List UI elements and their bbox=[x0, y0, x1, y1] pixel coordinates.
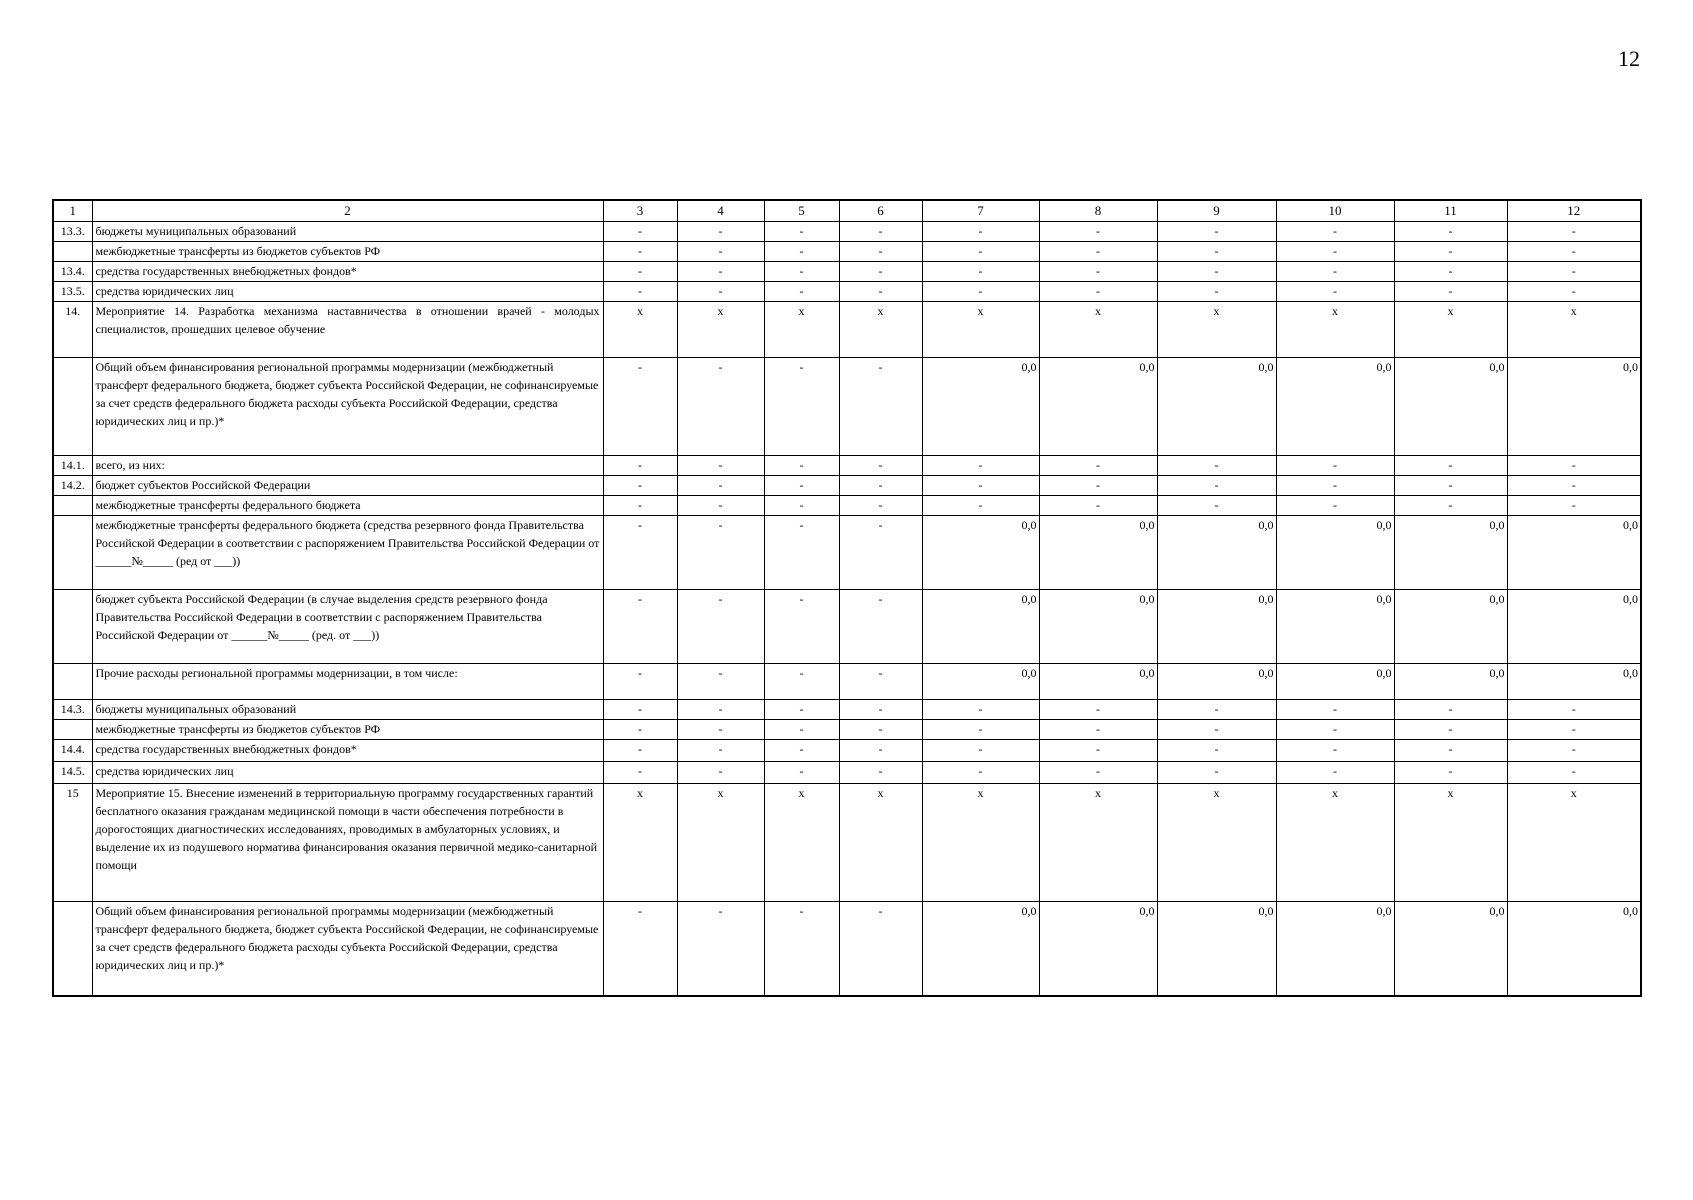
value-cell: 0,0 bbox=[1276, 590, 1394, 664]
row-description: межбюджетные трансферты федерального бюджета (средства резервного фонда Правительства Российской Федерации в соответствии с распоряжением Правительства Российской Федерации от ______№_____ (ред от ___)) bbox=[92, 516, 603, 590]
value-cell: 0,0 bbox=[1157, 358, 1276, 456]
value-cell: - bbox=[1276, 720, 1394, 740]
table-row bbox=[53, 496, 1641, 516]
value-cell: - bbox=[677, 282, 764, 302]
value-cell: - bbox=[764, 700, 839, 720]
row-description: средства юридических лиц bbox=[92, 282, 603, 302]
table-row bbox=[53, 358, 1641, 456]
value-cell: 0,0 bbox=[1507, 902, 1641, 996]
row-number: 13.5. bbox=[53, 282, 92, 302]
value-cell: - bbox=[839, 456, 922, 476]
value-cell: - bbox=[677, 476, 764, 496]
value-cell: - bbox=[922, 762, 1039, 784]
value-cell: x bbox=[1039, 302, 1157, 358]
header-cell: 5 bbox=[764, 200, 839, 222]
value-cell: - bbox=[764, 456, 839, 476]
budget-table bbox=[52, 199, 1642, 997]
value-cell: - bbox=[677, 590, 764, 664]
value-cell: x bbox=[603, 302, 677, 358]
value-cell: - bbox=[1394, 476, 1507, 496]
value-cell: 0,0 bbox=[1039, 358, 1157, 456]
value-cell: x bbox=[1394, 302, 1507, 358]
value-cell: - bbox=[1157, 496, 1276, 516]
table-row bbox=[53, 456, 1641, 476]
row-number: 14. bbox=[53, 302, 92, 358]
table-row bbox=[53, 784, 1641, 902]
value-cell: 0,0 bbox=[1276, 516, 1394, 590]
value-cell: - bbox=[839, 476, 922, 496]
header-cell: 4 bbox=[677, 200, 764, 222]
value-cell: - bbox=[603, 902, 677, 996]
value-cell: - bbox=[839, 358, 922, 456]
value-cell: - bbox=[839, 262, 922, 282]
table-row bbox=[53, 740, 1641, 762]
value-cell: - bbox=[603, 664, 677, 700]
value-cell: - bbox=[764, 902, 839, 996]
table-row bbox=[53, 282, 1641, 302]
value-cell: - bbox=[1039, 740, 1157, 762]
value-cell: - bbox=[839, 282, 922, 302]
value-cell: - bbox=[922, 700, 1039, 720]
table-row bbox=[53, 700, 1641, 720]
value-cell: 0,0 bbox=[1039, 902, 1157, 996]
value-cell: - bbox=[764, 358, 839, 456]
value-cell: - bbox=[839, 664, 922, 700]
value-cell: - bbox=[1394, 496, 1507, 516]
value-cell: - bbox=[922, 282, 1039, 302]
value-cell: - bbox=[839, 590, 922, 664]
value-cell: - bbox=[764, 242, 839, 262]
row-number: 15 bbox=[53, 784, 92, 902]
value-cell: - bbox=[1507, 262, 1641, 282]
value-cell: - bbox=[1039, 282, 1157, 302]
value-cell: - bbox=[603, 700, 677, 720]
value-cell: - bbox=[1507, 456, 1641, 476]
row-number: 14.5. bbox=[53, 762, 92, 784]
header-cell: 10 bbox=[1276, 200, 1394, 222]
value-cell: 0,0 bbox=[1157, 590, 1276, 664]
value-cell: 0,0 bbox=[1276, 902, 1394, 996]
value-cell: - bbox=[1276, 700, 1394, 720]
row-description: бюджет субъекта Российской Федерации (в случае выделения средств резервного фонда Правительства Российской Федерации в соответствии с распоряжением Правительства Российской Федерации от ______№_____ (ред. от ___)) bbox=[92, 590, 603, 664]
table-row bbox=[53, 590, 1641, 664]
value-cell: - bbox=[839, 902, 922, 996]
value-cell: - bbox=[603, 358, 677, 456]
header-cell: 7 bbox=[922, 200, 1039, 222]
table-row bbox=[53, 902, 1641, 996]
value-cell: - bbox=[764, 664, 839, 700]
value-cell: x bbox=[839, 784, 922, 902]
value-cell: - bbox=[1039, 476, 1157, 496]
row-number bbox=[53, 590, 92, 664]
value-cell: - bbox=[839, 496, 922, 516]
value-cell: - bbox=[1394, 762, 1507, 784]
header-cell: 6 bbox=[839, 200, 922, 222]
value-cell: - bbox=[1507, 242, 1641, 262]
header-cell: 2 bbox=[92, 200, 603, 222]
value-cell: - bbox=[677, 222, 764, 242]
value-cell: - bbox=[603, 720, 677, 740]
value-cell: - bbox=[603, 262, 677, 282]
value-cell: 0,0 bbox=[1157, 516, 1276, 590]
value-cell: - bbox=[764, 516, 839, 590]
value-cell: - bbox=[677, 762, 764, 784]
table-row bbox=[53, 242, 1641, 262]
header-cell: 9 bbox=[1157, 200, 1276, 222]
value-cell: x bbox=[1157, 784, 1276, 902]
row-number bbox=[53, 242, 92, 262]
value-cell: - bbox=[764, 590, 839, 664]
value-cell: x bbox=[677, 302, 764, 358]
value-cell: - bbox=[1507, 282, 1641, 302]
row-number: 13.4. bbox=[53, 262, 92, 282]
value-cell: - bbox=[1157, 740, 1276, 762]
value-cell: - bbox=[922, 242, 1039, 262]
header-cell: 11 bbox=[1394, 200, 1507, 222]
value-cell: - bbox=[1507, 222, 1641, 242]
value-cell: - bbox=[1276, 282, 1394, 302]
value-cell: - bbox=[922, 720, 1039, 740]
value-cell: - bbox=[603, 740, 677, 762]
value-cell: - bbox=[922, 222, 1039, 242]
value-cell: - bbox=[922, 262, 1039, 282]
table-row bbox=[53, 476, 1641, 496]
value-cell: - bbox=[1394, 242, 1507, 262]
row-description: Общий объем финансирования региональной программы модернизации (межбюджетный трансферт федерального бюджета, бюджет субъекта Российской Федерации, не софинансируемые за счет средств федерального бюджета расходы субъекта Российской Федерации, средства юридических лиц и пр.)* bbox=[92, 358, 603, 456]
value-cell: - bbox=[603, 222, 677, 242]
value-cell: - bbox=[839, 516, 922, 590]
row-description: средства юридических лиц bbox=[92, 762, 603, 784]
table-row bbox=[53, 222, 1641, 242]
value-cell: - bbox=[764, 476, 839, 496]
value-cell: - bbox=[1039, 720, 1157, 740]
value-cell: - bbox=[922, 496, 1039, 516]
value-cell: - bbox=[677, 740, 764, 762]
value-cell: 0,0 bbox=[1394, 358, 1507, 456]
value-cell: x bbox=[1157, 302, 1276, 358]
value-cell: 0,0 bbox=[922, 590, 1039, 664]
value-cell: - bbox=[1394, 282, 1507, 302]
value-cell: - bbox=[603, 476, 677, 496]
row-number bbox=[53, 664, 92, 700]
value-cell: - bbox=[839, 222, 922, 242]
value-cell: - bbox=[1039, 242, 1157, 262]
value-cell: - bbox=[1039, 262, 1157, 282]
value-cell: - bbox=[1276, 762, 1394, 784]
row-description: Прочие расходы региональной программы модернизации, в том числе: bbox=[92, 664, 603, 700]
row-description: межбюджетные трансферты федерального бюджета bbox=[92, 496, 603, 516]
value-cell: x bbox=[922, 784, 1039, 902]
value-cell: 0,0 bbox=[1507, 516, 1641, 590]
value-cell: - bbox=[1276, 222, 1394, 242]
value-cell: - bbox=[603, 456, 677, 476]
value-cell: - bbox=[1039, 762, 1157, 784]
value-cell: x bbox=[1276, 302, 1394, 358]
value-cell: - bbox=[1157, 720, 1276, 740]
value-cell: - bbox=[677, 496, 764, 516]
page-number: 12 bbox=[1618, 46, 1640, 71]
value-cell: - bbox=[1507, 496, 1641, 516]
value-cell: - bbox=[1276, 242, 1394, 262]
value-cell: - bbox=[764, 262, 839, 282]
row-description: Мероприятие 14. Разработка механизма наставничества в отношении врачей - молодых специалистов, прошедших целевое обучение bbox=[92, 302, 603, 358]
value-cell: 0,0 bbox=[1507, 358, 1641, 456]
value-cell: 0,0 bbox=[922, 516, 1039, 590]
value-cell: - bbox=[922, 456, 1039, 476]
table-row bbox=[53, 720, 1641, 740]
row-number bbox=[53, 516, 92, 590]
header-cell: 8 bbox=[1039, 200, 1157, 222]
value-cell: x bbox=[1507, 302, 1641, 358]
table-row bbox=[53, 762, 1641, 784]
value-cell: - bbox=[764, 762, 839, 784]
header-row bbox=[53, 200, 1641, 222]
value-cell: - bbox=[1394, 456, 1507, 476]
value-cell: - bbox=[603, 496, 677, 516]
value-cell: x bbox=[603, 784, 677, 902]
value-cell: - bbox=[1394, 700, 1507, 720]
row-number: 14.4. bbox=[53, 740, 92, 762]
row-number bbox=[53, 902, 92, 996]
value-cell: - bbox=[677, 242, 764, 262]
value-cell: - bbox=[603, 516, 677, 590]
value-cell: - bbox=[1394, 222, 1507, 242]
row-description: Общий объем финансирования региональной программы модернизации (межбюджетный трансферт федерального бюджета, бюджет субъекта Российской Федерации, не софинансируемые за счет средств федерального бюджета расходы субъекта Российской Федерации, средства юридических лиц и пр.)* bbox=[92, 902, 603, 996]
value-cell: 0,0 bbox=[1394, 516, 1507, 590]
value-cell: - bbox=[1157, 222, 1276, 242]
value-cell: - bbox=[1394, 720, 1507, 740]
value-cell: x bbox=[839, 302, 922, 358]
value-cell: - bbox=[1276, 496, 1394, 516]
value-cell: 0,0 bbox=[922, 664, 1039, 700]
value-cell: x bbox=[1276, 784, 1394, 902]
value-cell: x bbox=[677, 784, 764, 902]
value-cell: - bbox=[1157, 456, 1276, 476]
value-cell: - bbox=[839, 720, 922, 740]
value-cell: - bbox=[1507, 740, 1641, 762]
value-cell: - bbox=[1039, 496, 1157, 516]
row-description: всего, из них: bbox=[92, 456, 603, 476]
value-cell: 0,0 bbox=[1507, 664, 1641, 700]
value-cell: - bbox=[839, 242, 922, 262]
row-description: бюджет субъектов Российской Федерации bbox=[92, 476, 603, 496]
row-number: 14.1. bbox=[53, 456, 92, 476]
value-cell: - bbox=[764, 496, 839, 516]
value-cell: 0,0 bbox=[1039, 516, 1157, 590]
value-cell: 0,0 bbox=[1157, 664, 1276, 700]
value-cell: - bbox=[1157, 282, 1276, 302]
value-cell: - bbox=[677, 902, 764, 996]
value-cell: - bbox=[1276, 476, 1394, 496]
header-cell: 3 bbox=[603, 200, 677, 222]
value-cell: - bbox=[1276, 456, 1394, 476]
value-cell: - bbox=[1394, 262, 1507, 282]
value-cell: 0,0 bbox=[1276, 664, 1394, 700]
value-cell: - bbox=[603, 282, 677, 302]
value-cell: 0,0 bbox=[922, 902, 1039, 996]
value-cell: - bbox=[1394, 740, 1507, 762]
value-cell: - bbox=[922, 476, 1039, 496]
row-description: бюджеты муниципальных образований bbox=[92, 700, 603, 720]
value-cell: - bbox=[1507, 476, 1641, 496]
table-row bbox=[53, 302, 1641, 358]
row-description: средства государственных внебюджетных фондов* bbox=[92, 740, 603, 762]
value-cell: 0,0 bbox=[1157, 902, 1276, 996]
value-cell: 0,0 bbox=[1276, 358, 1394, 456]
value-cell: - bbox=[1157, 242, 1276, 262]
value-cell: - bbox=[1157, 476, 1276, 496]
value-cell: - bbox=[839, 762, 922, 784]
value-cell: - bbox=[603, 242, 677, 262]
value-cell: 0,0 bbox=[1039, 590, 1157, 664]
value-cell: - bbox=[922, 740, 1039, 762]
value-cell: - bbox=[1039, 222, 1157, 242]
row-description: межбюджетные трансферты из бюджетов субъектов РФ bbox=[92, 720, 603, 740]
value-cell: - bbox=[1507, 762, 1641, 784]
value-cell: x bbox=[1507, 784, 1641, 902]
value-cell: - bbox=[677, 262, 764, 282]
row-number: 13.3. bbox=[53, 222, 92, 242]
row-number: 14.3. bbox=[53, 700, 92, 720]
row-number: 14.2. bbox=[53, 476, 92, 496]
value-cell: - bbox=[839, 700, 922, 720]
header-cell: 12 bbox=[1507, 200, 1641, 222]
row-number bbox=[53, 496, 92, 516]
value-cell: x bbox=[764, 302, 839, 358]
row-description: межбюджетные трансферты из бюджетов субъектов РФ bbox=[92, 242, 603, 262]
value-cell: 0,0 bbox=[922, 358, 1039, 456]
table-row bbox=[53, 516, 1641, 590]
table-row bbox=[53, 664, 1641, 700]
value-cell: x bbox=[922, 302, 1039, 358]
value-cell: - bbox=[1157, 262, 1276, 282]
value-cell: - bbox=[839, 740, 922, 762]
value-cell: - bbox=[603, 762, 677, 784]
value-cell: 0,0 bbox=[1394, 664, 1507, 700]
value-cell: - bbox=[1157, 762, 1276, 784]
value-cell: - bbox=[677, 358, 764, 456]
value-cell: - bbox=[677, 664, 764, 700]
value-cell: - bbox=[764, 282, 839, 302]
value-cell: 0,0 bbox=[1039, 664, 1157, 700]
value-cell: 0,0 bbox=[1394, 902, 1507, 996]
row-description: Мероприятие 15. Внесение изменений в территориальную программу государственных гарантий бесплатного оказания гражданам медицинской помощи в части обеспечения потребности в дорогостоящих диагностических исследованиях, проводимых в амбулаторных условиях, и выделение их из подушевого норматива финансирования оказания первичной медико-санитарной помощи bbox=[92, 784, 603, 902]
value-cell: 0,0 bbox=[1507, 590, 1641, 664]
value-cell: - bbox=[677, 456, 764, 476]
value-cell: 0,0 bbox=[1394, 590, 1507, 664]
value-cell: - bbox=[1039, 456, 1157, 476]
row-description: средства государственных внебюджетных фондов* bbox=[92, 262, 603, 282]
row-description: бюджеты муниципальных образований bbox=[92, 222, 603, 242]
value-cell: - bbox=[764, 720, 839, 740]
value-cell: - bbox=[677, 700, 764, 720]
header-cell: 1 bbox=[53, 200, 92, 222]
value-cell: - bbox=[1039, 700, 1157, 720]
row-number bbox=[53, 358, 92, 456]
value-cell: - bbox=[677, 720, 764, 740]
row-number bbox=[53, 720, 92, 740]
value-cell: - bbox=[677, 516, 764, 590]
value-cell: - bbox=[1276, 262, 1394, 282]
value-cell: x bbox=[1394, 784, 1507, 902]
value-cell: x bbox=[764, 784, 839, 902]
value-cell: - bbox=[1507, 700, 1641, 720]
value-cell: - bbox=[764, 740, 839, 762]
value-cell: - bbox=[1276, 740, 1394, 762]
table-row bbox=[53, 262, 1641, 282]
value-cell: - bbox=[603, 590, 677, 664]
value-cell: - bbox=[764, 222, 839, 242]
value-cell: - bbox=[1507, 720, 1641, 740]
value-cell: x bbox=[1039, 784, 1157, 902]
value-cell: - bbox=[1157, 700, 1276, 720]
